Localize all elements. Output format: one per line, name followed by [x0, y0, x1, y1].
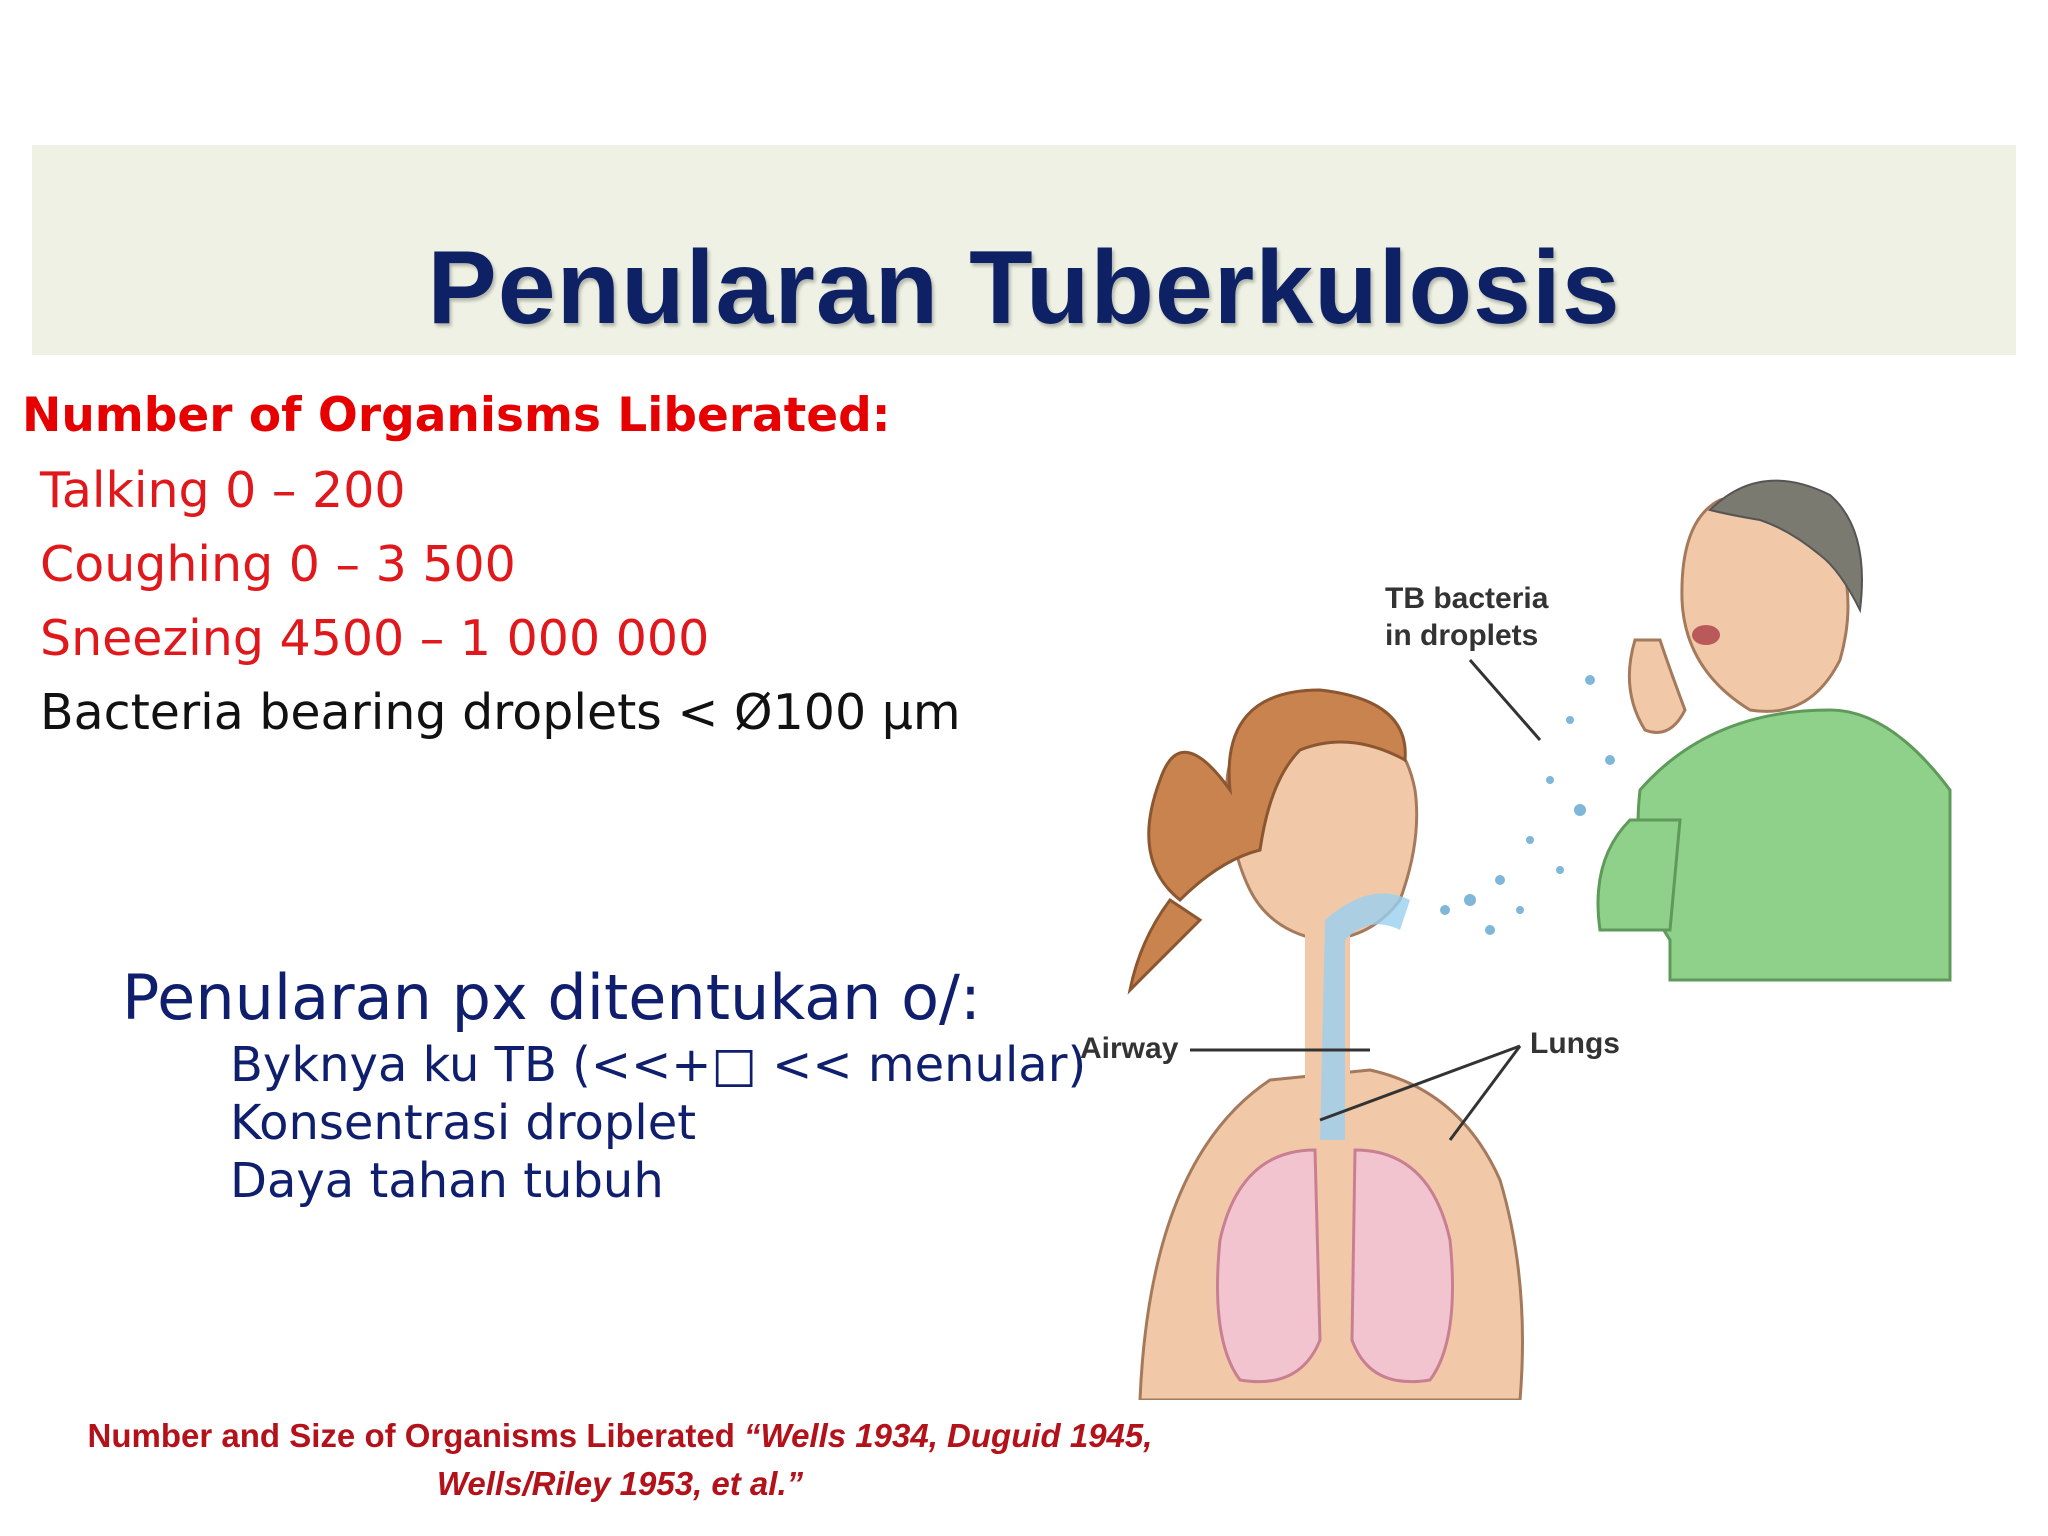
transmission-heading: Penularan px ditentukan o/: — [122, 961, 981, 1034]
talking-line: Talking 0 – 200 — [40, 462, 406, 519]
citation — [60, 1412, 1180, 1508]
label-tb-bacteria-line2: in droplets — [1385, 619, 1539, 652]
transmission-item-bacteria: Byknya ku TB (<<+□ << menular) — [230, 1037, 1087, 1093]
label-tb-bacteria-line1: TB bacteria — [1385, 582, 1549, 615]
organisms-heading: Number of Organisms Liberated: — [22, 388, 891, 443]
citation-refs-line2: Wells/Riley 1953, et al.” — [436, 1465, 804, 1502]
slide-title: Penularan Tuberkulosis — [427, 230, 1621, 346]
label-lungs: Lungs — [1530, 1027, 1620, 1060]
coughing-line: Coughing 0 – 3 500 — [40, 536, 516, 593]
tb-bacteria-pointer — [1470, 660, 1540, 740]
citation-text: Number and Size of Organisms Liberated — [87, 1417, 745, 1454]
tb-transmission-illustration — [1070, 460, 1970, 1400]
transmission-item-immunity: Daya tahan tubuh — [230, 1153, 664, 1209]
droplet-size-line: Bacteria bearing droplets < Ø100 µm — [40, 684, 961, 741]
transmission-item-droplet: Konsentrasi droplet — [230, 1095, 697, 1151]
label-airway: Airway — [1080, 1032, 1179, 1065]
coughing-man-figure — [1598, 481, 1950, 980]
sneezing-line: Sneezing 4500 – 1 000 000 — [40, 610, 710, 667]
citation-refs-line1: “Wells 1934, Duguid 1945, — [744, 1417, 1153, 1454]
droplet-cloud — [1440, 675, 1615, 935]
